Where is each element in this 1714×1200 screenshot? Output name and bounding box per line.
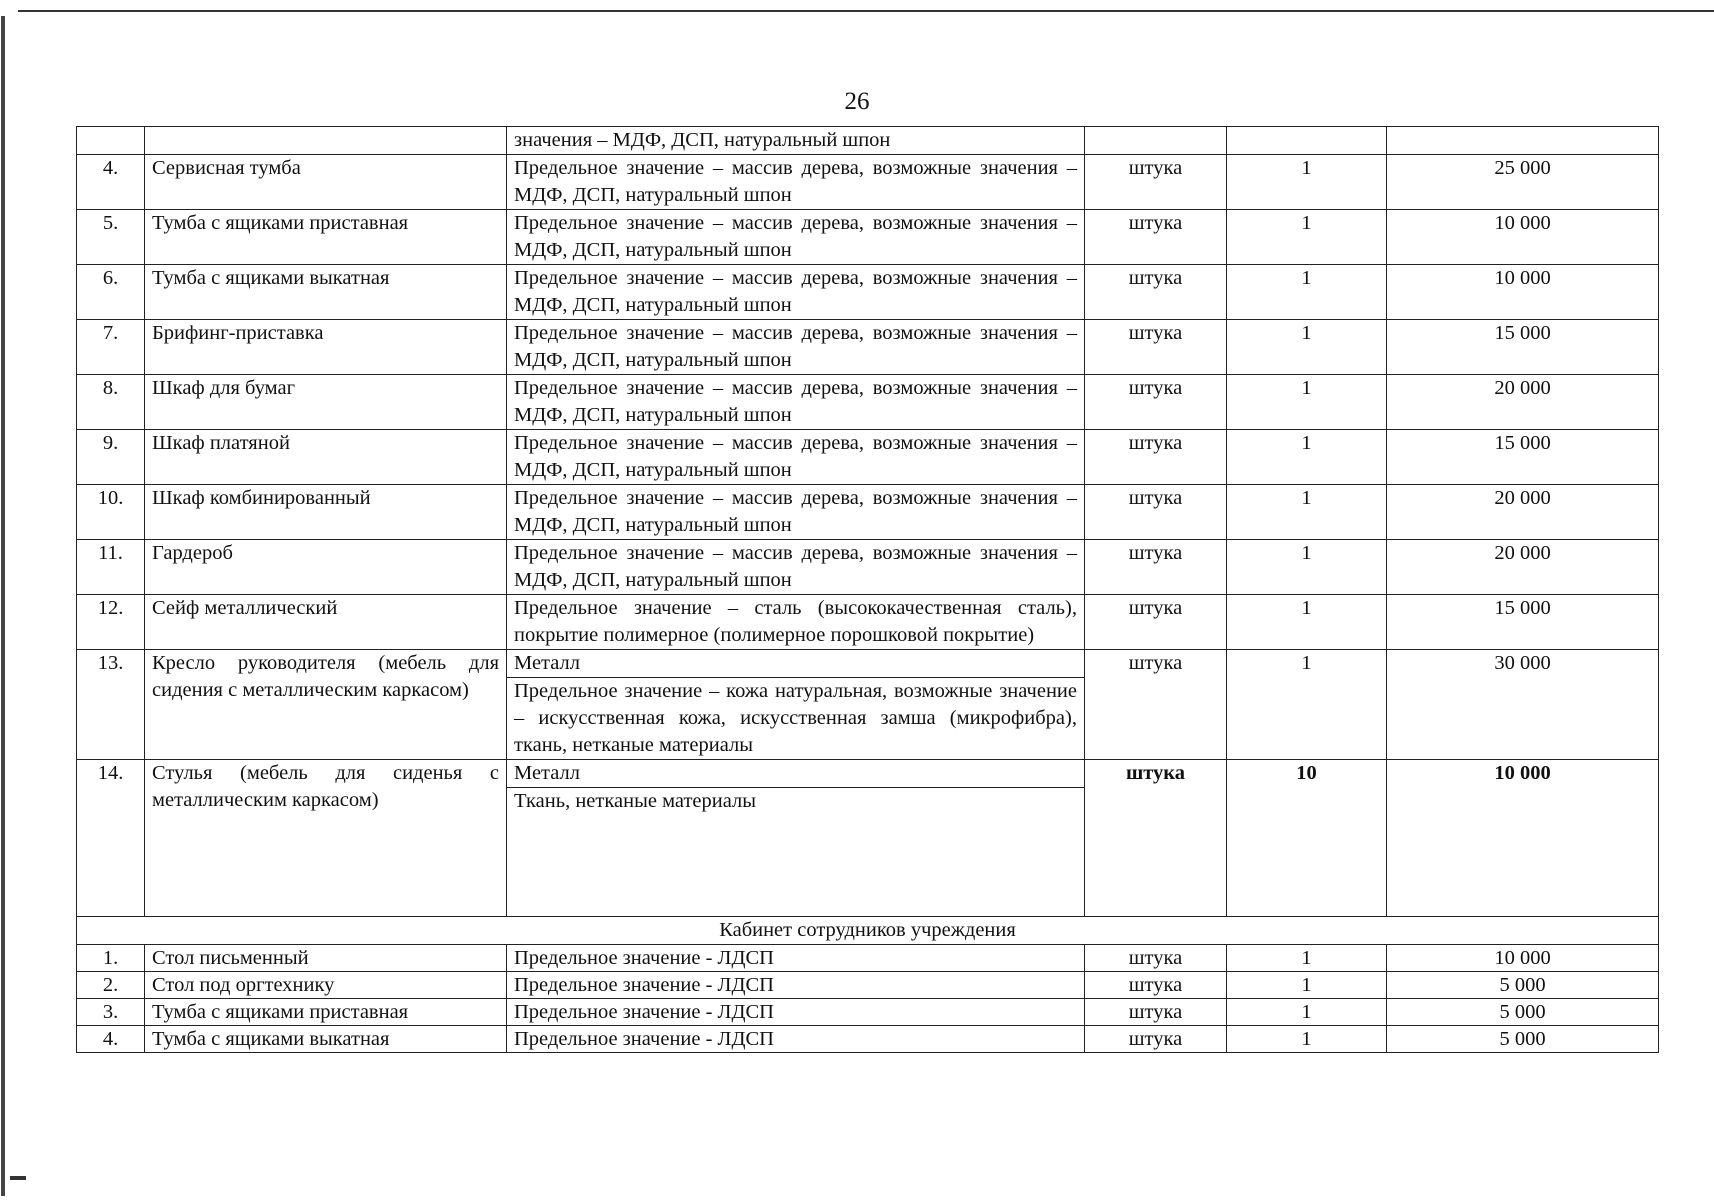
table-row bbox=[77, 155, 1659, 210]
cell-num: 1. bbox=[77, 945, 145, 972]
table-row bbox=[77, 999, 1659, 1026]
cell-price bbox=[1387, 127, 1659, 155]
table-row bbox=[77, 320, 1659, 375]
cell-unit: штука bbox=[1085, 945, 1227, 972]
cell-price: 30 000 bbox=[1387, 650, 1659, 760]
cell-characteristic-material: Металл bbox=[507, 650, 1085, 678]
cell-price: 10 000 bbox=[1387, 760, 1659, 917]
furniture-table bbox=[76, 126, 1659, 1053]
cell-name: Шкаф комбинированный bbox=[145, 485, 507, 540]
cell-characteristic: Предельное значение – массив дерева, возможные значения – МДФ, ДСП, натуральный шпон bbox=[507, 485, 1085, 540]
scan-edge-left bbox=[1, 16, 5, 1196]
cell-qty: 1 bbox=[1227, 540, 1387, 595]
cell-characteristic: Предельное значение – массив дерева, возможные значения – МДФ, ДСП, натуральный шпон bbox=[507, 265, 1085, 320]
cell-characteristic-upholstery: Предельное значение – кожа натуральная, возможные значение – искусственная кожа, искусственная замша (микрофибра), ткань, нетканые материалы bbox=[507, 678, 1085, 760]
cell-characteristic: Предельное значение – массив дерева, возможные значения – МДФ, ДСП, натуральный шпон bbox=[507, 155, 1085, 210]
cell-characteristic: Предельное значение – сталь (высококачественная сталь), покрытие полимерное (полимерное порошковой покрытие) bbox=[507, 595, 1085, 650]
section-header-row bbox=[77, 917, 1659, 945]
cell-unit: штука bbox=[1085, 760, 1227, 917]
cell-num: 7. bbox=[77, 320, 145, 375]
table-row bbox=[77, 430, 1659, 485]
table-row bbox=[77, 540, 1659, 595]
cell-num: 13. bbox=[77, 650, 145, 760]
cell-num: 12. bbox=[77, 595, 145, 650]
cell-unit: штука bbox=[1085, 430, 1227, 485]
cell-num: 2. bbox=[77, 972, 145, 999]
table-row-continuation bbox=[77, 127, 1659, 155]
cell-characteristic-material: Металл bbox=[507, 760, 1085, 788]
cell-unit: штука bbox=[1085, 320, 1227, 375]
cell-num: 5. bbox=[77, 210, 145, 265]
cell-price: 25 000 bbox=[1387, 155, 1659, 210]
cell-qty: 1 bbox=[1227, 265, 1387, 320]
cell-name bbox=[145, 127, 507, 155]
cell-characteristic: Предельное значение – массив дерева, возможные значения – МДФ, ДСП, натуральный шпон bbox=[507, 430, 1085, 485]
table-row bbox=[77, 972, 1659, 999]
cell-name: Тумба с ящиками выкатная bbox=[145, 1026, 507, 1053]
cell-qty: 1 bbox=[1227, 375, 1387, 430]
cell-price: 5 000 bbox=[1387, 1026, 1659, 1053]
cell-qty: 1 bbox=[1227, 210, 1387, 265]
cell-qty: 1 bbox=[1227, 155, 1387, 210]
cell-name: Тумба с ящиками приставная bbox=[145, 999, 507, 1026]
scan-mark bbox=[10, 1176, 26, 1180]
cell-name: Шкаф платяной bbox=[145, 430, 507, 485]
cell-price: 10 000 bbox=[1387, 210, 1659, 265]
cell-num: 8. bbox=[77, 375, 145, 430]
cell-unit: штука bbox=[1085, 1026, 1227, 1053]
table-row bbox=[77, 1026, 1659, 1053]
cell-unit: штука bbox=[1085, 650, 1227, 760]
cell-num: 4. bbox=[77, 155, 145, 210]
cell-qty: 1 bbox=[1227, 650, 1387, 760]
cell-price: 20 000 bbox=[1387, 485, 1659, 540]
cell-name: Стол письменный bbox=[145, 945, 507, 972]
cell-characteristic: Предельное значение – массив дерева, возможные значения – МДФ, ДСП, натуральный шпон bbox=[507, 210, 1085, 265]
cell-characteristic-upholstery: Ткань, нетканые материалы bbox=[507, 788, 1085, 917]
cell-num: 6. bbox=[77, 265, 145, 320]
cell-unit: штука bbox=[1085, 155, 1227, 210]
cell-unit: штука bbox=[1085, 375, 1227, 430]
cell-name: Гардероб bbox=[145, 540, 507, 595]
cell-name: Сервисная тумба bbox=[145, 155, 507, 210]
cell-qty: 1 bbox=[1227, 320, 1387, 375]
cell-qty: 1 bbox=[1227, 1026, 1387, 1053]
cell-name: Тумба с ящиками выкатная bbox=[145, 265, 507, 320]
cell-characteristic: значения – МДФ, ДСП, натуральный шпон bbox=[507, 127, 1085, 155]
cell-price: 10 000 bbox=[1387, 265, 1659, 320]
cell-characteristic: Предельное значение – массив дерева, возможные значения – МДФ, ДСП, натуральный шпон bbox=[507, 320, 1085, 375]
table-row bbox=[77, 595, 1659, 650]
cell-num: 4. bbox=[77, 1026, 145, 1053]
cell-price: 15 000 bbox=[1387, 595, 1659, 650]
cell-price: 5 000 bbox=[1387, 972, 1659, 999]
table-row bbox=[77, 485, 1659, 540]
cell-unit: штука bbox=[1085, 265, 1227, 320]
cell-name: Тумба с ящиками приставная bbox=[145, 210, 507, 265]
table-row bbox=[77, 210, 1659, 265]
cell-unit: штука bbox=[1085, 972, 1227, 999]
cell-num bbox=[77, 127, 145, 155]
cell-qty: 1 bbox=[1227, 972, 1387, 999]
cell-name: Брифинг-приставка bbox=[145, 320, 507, 375]
table-row bbox=[77, 265, 1659, 320]
cell-name: Кресло руководителя (мебель для сидения с металлическим каркасом) bbox=[145, 650, 507, 760]
cell-num: 9. bbox=[77, 430, 145, 485]
cell-characteristic: Предельное значение – массив дерева, возможные значения – МДФ, ДСП, натуральный шпон bbox=[507, 375, 1085, 430]
table-row-13a bbox=[77, 650, 1659, 678]
cell-characteristic: Предельное значение - ЛДСП bbox=[507, 999, 1085, 1026]
cell-name: Стулья (мебель для сиденья с металлическим каркасом) bbox=[145, 760, 507, 917]
cell-name: Сейф металлический bbox=[145, 595, 507, 650]
cell-qty: 1 bbox=[1227, 945, 1387, 972]
table-row-14a bbox=[77, 760, 1659, 788]
cell-qty: 1 bbox=[1227, 595, 1387, 650]
cell-characteristic: Предельное значение - ЛДСП bbox=[507, 945, 1085, 972]
scan-edge-top bbox=[18, 10, 1714, 12]
cell-characteristic: Предельное значение - ЛДСП bbox=[507, 1026, 1085, 1053]
cell-unit: штука bbox=[1085, 595, 1227, 650]
cell-unit: штука bbox=[1085, 485, 1227, 540]
cell-qty: 1 bbox=[1227, 485, 1387, 540]
cell-unit: штука bbox=[1085, 999, 1227, 1026]
cell-num: 3. bbox=[77, 999, 145, 1026]
cell-price: 5 000 bbox=[1387, 999, 1659, 1026]
cell-name: Шкаф для бумаг bbox=[145, 375, 507, 430]
cell-qty: 10 bbox=[1227, 760, 1387, 917]
page-number: 26 bbox=[844, 88, 870, 115]
cell-unit bbox=[1085, 127, 1227, 155]
cell-unit: штука bbox=[1085, 540, 1227, 595]
cell-qty bbox=[1227, 127, 1387, 155]
cell-characteristic: Предельное значение – массив дерева, возможные значения – МДФ, ДСП, натуральный шпон bbox=[507, 540, 1085, 595]
cell-qty: 1 bbox=[1227, 430, 1387, 485]
cell-qty: 1 bbox=[1227, 999, 1387, 1026]
table-row bbox=[77, 375, 1659, 430]
cell-name: Стол под оргтехнику bbox=[145, 972, 507, 999]
cell-unit: штука bbox=[1085, 210, 1227, 265]
cell-price: 10 000 bbox=[1387, 945, 1659, 972]
cell-num: 11. bbox=[77, 540, 145, 595]
section-title: Кабинет сотрудников учреждения bbox=[77, 917, 1659, 945]
cell-price: 15 000 bbox=[1387, 320, 1659, 375]
cell-price: 20 000 bbox=[1387, 375, 1659, 430]
cell-num: 10. bbox=[77, 485, 145, 540]
cell-price: 20 000 bbox=[1387, 540, 1659, 595]
cell-price: 15 000 bbox=[1387, 430, 1659, 485]
cell-num: 14. bbox=[77, 760, 145, 917]
table-row bbox=[77, 945, 1659, 972]
cell-characteristic: Предельное значение - ЛДСП bbox=[507, 972, 1085, 999]
